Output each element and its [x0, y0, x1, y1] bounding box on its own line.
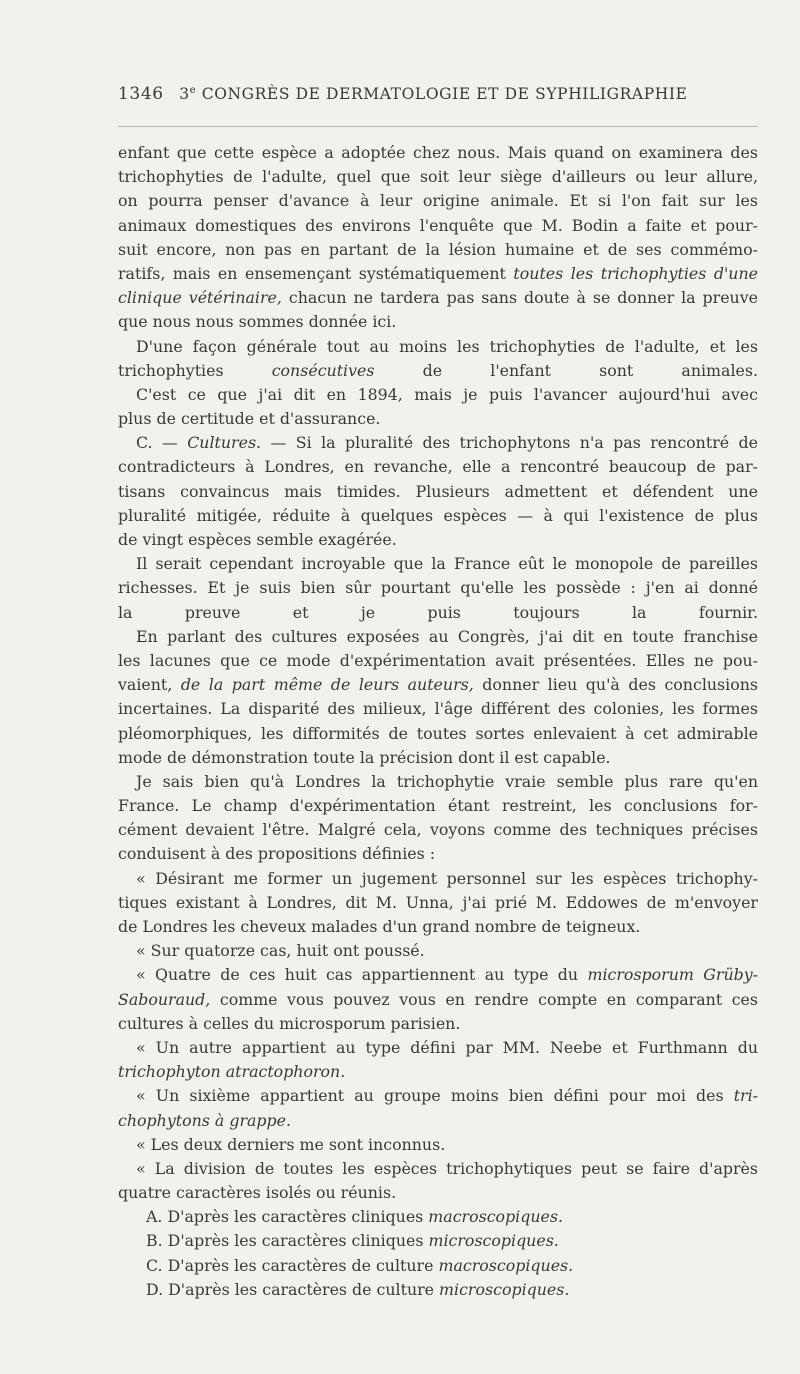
- text-line: [118, 1060, 758, 1084]
- text-segment: on pourra penser d'avance à leur origine animale. Et si l'on fait sur les: [118, 191, 758, 211]
- text-line: [118, 1229, 758, 1253]
- text-segment: pléomorphiques, les difformités de toutes sortes enlevaient à cet admirable: [118, 723, 758, 743]
- text-line: [118, 915, 758, 939]
- italic-text: de la part même de leurs auteurs,: [180, 675, 474, 695]
- text-segment: « Les deux derniers me sont inconnus.: [136, 1134, 446, 1154]
- text-line: [118, 1109, 758, 1133]
- text-segment: En parlant des cultures exposées au Congrès, j'ai dit en toute franchise: [136, 626, 758, 646]
- text-segment: « Sur quatorze cas, huit ont poussé.: [136, 941, 425, 961]
- italic-text: macroscopiques.: [438, 1255, 574, 1275]
- text-line: [118, 504, 758, 528]
- text-line: [118, 625, 758, 649]
- text-segment: conduisent à des propositions définies :: [118, 844, 436, 864]
- text-line: [118, 165, 758, 189]
- text-line: [118, 552, 758, 576]
- text-segment: les lacunes que ce mode d'expérimentation avait présentées. Elles ne pou-: [118, 650, 758, 670]
- text-segment: D. D'après les caractères de culture: [146, 1279, 440, 1299]
- text-segment: D'une façon générale tout au moins les trichophyties de l'adulte, et les: [136, 336, 758, 356]
- text-segment: chacun ne tardera pas sans doute à se donner la preuve: [281, 288, 758, 308]
- text-line: [118, 697, 758, 721]
- text-line: [118, 214, 758, 238]
- italic-text: macroscopiques.: [428, 1207, 563, 1227]
- text-line: [118, 1254, 758, 1278]
- text-line: [118, 867, 758, 891]
- text-line: [118, 842, 758, 866]
- italic-text: chophytons à grappe.: [118, 1110, 292, 1130]
- text-segment: de Londres les cheveux malades d'un grand nombre de teigneux.: [118, 917, 641, 936]
- text-segment: C. —: [136, 433, 188, 453]
- text-segment: Il serait cependant incroyable que la France eût le monopole de pareilles: [136, 554, 758, 574]
- italic-text: microscopiques.: [439, 1279, 570, 1299]
- text-segment: que nous nous sommes donnée ici.: [118, 312, 397, 332]
- text-line: [118, 335, 758, 359]
- text-segment: cultures à celles du microsporum parisien.: [118, 1013, 461, 1033]
- text-line: [118, 746, 758, 770]
- text-segment: incertaines. La disparité des milieux, l'âge différent des colonies, les formes: [118, 699, 758, 719]
- text-segment: donner lieu qu'à des conclusions: [473, 675, 758, 695]
- text-line: [118, 310, 758, 334]
- text-line: [118, 1012, 758, 1036]
- text-segment: richesses. Et je suis bien sûr pourtant qu'elle les possède : j'en ai donné: [118, 578, 758, 598]
- header-title: CONGRÈS DE DERMATOLOGIE ET DE SYPHILIGRAPHIE: [201, 85, 688, 103]
- text-line: [118, 770, 758, 794]
- text-line: [118, 963, 758, 987]
- text-segment: la preuve et je puis toujours la fournir.: [118, 602, 758, 622]
- text-segment: vaient,: [118, 675, 181, 695]
- text-line: [118, 262, 758, 286]
- text-segment: « Un autre appartient au type défini par MM. Neebe et Furthmann du: [136, 1037, 758, 1057]
- text-line: [118, 794, 758, 818]
- text-line: [118, 649, 758, 673]
- italic-text: microscopiques.: [428, 1231, 559, 1251]
- text-segment: de l'enfant sont animales.: [374, 360, 758, 380]
- italic-text: Sabouraud,: [118, 989, 211, 1009]
- text-line: [118, 891, 758, 915]
- italic-text: consécutives: [271, 360, 375, 380]
- text-line: [118, 1181, 758, 1205]
- text-segment: France. Le champ d'expérimentation étant restreint, les conclusions for-: [118, 796, 758, 816]
- text-line: [118, 141, 758, 165]
- text-line: [118, 722, 758, 746]
- text-segment: trichophyties de l'adulte, quel que soit leur siège d'ailleurs ou leur allure,: [118, 167, 758, 187]
- italic-text: Cultures.: [187, 433, 262, 453]
- text-segment: contradicteurs à Londres, en revanche, elle a rencontré beaucoup de par-: [118, 457, 758, 477]
- text-segment: tisans convaincus mais timides. Plusieurs admettent et défendent une: [118, 481, 758, 501]
- text-line: [118, 480, 758, 504]
- text-segment: cément devaient l'être. Malgré cela, voyons comme des techniques précises: [118, 820, 758, 840]
- text-segment: « La division de toutes les espèces trichophytiques peut se faire d'après: [136, 1158, 758, 1178]
- text-line: [118, 431, 758, 455]
- header-rule: [118, 126, 758, 127]
- text-line: [118, 939, 758, 963]
- text-line: [118, 1205, 758, 1229]
- text-line: [118, 189, 758, 213]
- body-text: [118, 141, 758, 1302]
- text-segment: plus de certitude et d'assurance.: [118, 409, 381, 429]
- text-line: [118, 988, 758, 1012]
- italic-text: microsporum Grüby-: [587, 965, 758, 985]
- text-segment: B. D'après les caractères cliniques: [146, 1231, 429, 1251]
- italic-text: toutes les trichophyties d'une: [513, 263, 758, 283]
- text-line: [118, 407, 758, 431]
- text-line: [118, 1133, 758, 1157]
- text-segment: C'est ce que j'ai dit en 1894, mais je puis l'avancer aujourd'hui avec: [136, 384, 758, 404]
- text-line: [118, 455, 758, 479]
- text-line: [118, 1278, 758, 1302]
- text-line: [118, 286, 758, 310]
- italic-text: tri-: [733, 1086, 758, 1106]
- text-segment: de vingt espèces semble exagérée.: [118, 530, 397, 549]
- text-segment: suit encore, non pas en partant de la lésion humaine et de ses commémo-: [118, 239, 758, 259]
- text-segment: A. D'après les caractères cliniques: [146, 1207, 429, 1227]
- text-segment: quatre caractères isolés ou réunis.: [118, 1183, 397, 1203]
- text-line: [118, 1084, 758, 1108]
- running-header: [118, 84, 758, 104]
- text-segment: enfant que cette espèce a adoptée chez nous. Mais quand on examinera des: [118, 143, 758, 162]
- text-segment: tiques existant à Londres, dit M. Unna, j'ai prié M. Eddowes de m'envoyer: [118, 892, 758, 912]
- text-line: [118, 601, 758, 625]
- italic-text: trichophyton atractophoron.: [118, 1062, 346, 1082]
- text-line: [118, 576, 758, 600]
- text-line: [118, 818, 758, 842]
- text-segment: pluralité mitigée, réduite à quelques espèces — à qui l'existence de plus: [118, 505, 758, 525]
- congress-number: 3e: [179, 84, 197, 103]
- text-segment: C. D'après les caractères de culture: [146, 1255, 439, 1275]
- text-segment: « Désirant me former un jugement personnel sur les espèces trichophy-: [136, 868, 758, 888]
- italic-text: clinique vétérinaire,: [118, 288, 282, 308]
- text-line: [118, 238, 758, 262]
- text-segment: Je sais bien qu'à Londres la trichophytie vraie semble plus rare qu'en: [136, 771, 758, 791]
- text-segment: mode de démonstration toute la précision dont il est capable.: [118, 747, 611, 767]
- text-line: [118, 673, 758, 697]
- text-segment: « Un sixième appartient au groupe moins bien défini pour moi des: [136, 1086, 734, 1106]
- text-segment: animaux domestiques des environs l'enquête que M. Bodin a faite et pour-: [118, 215, 758, 235]
- text-segment: ratifs, mais en ensemençant systématiquement: [118, 263, 514, 283]
- text-segment: trichophyties: [118, 360, 272, 380]
- text-segment: — Si la pluralité des trichophytons n'a pas rencontré de: [261, 433, 758, 453]
- text-segment: « Quatre de ces huit cas appartiennent au type du: [136, 965, 588, 985]
- text-line: [118, 359, 758, 383]
- text-line: [118, 1036, 758, 1060]
- text-line: [118, 1157, 758, 1181]
- page-number: 1346: [118, 84, 164, 104]
- text-line: [118, 528, 758, 552]
- text-segment: comme vous pouvez vous en rendre compte en comparant ces: [210, 989, 758, 1009]
- text-line: [118, 383, 758, 407]
